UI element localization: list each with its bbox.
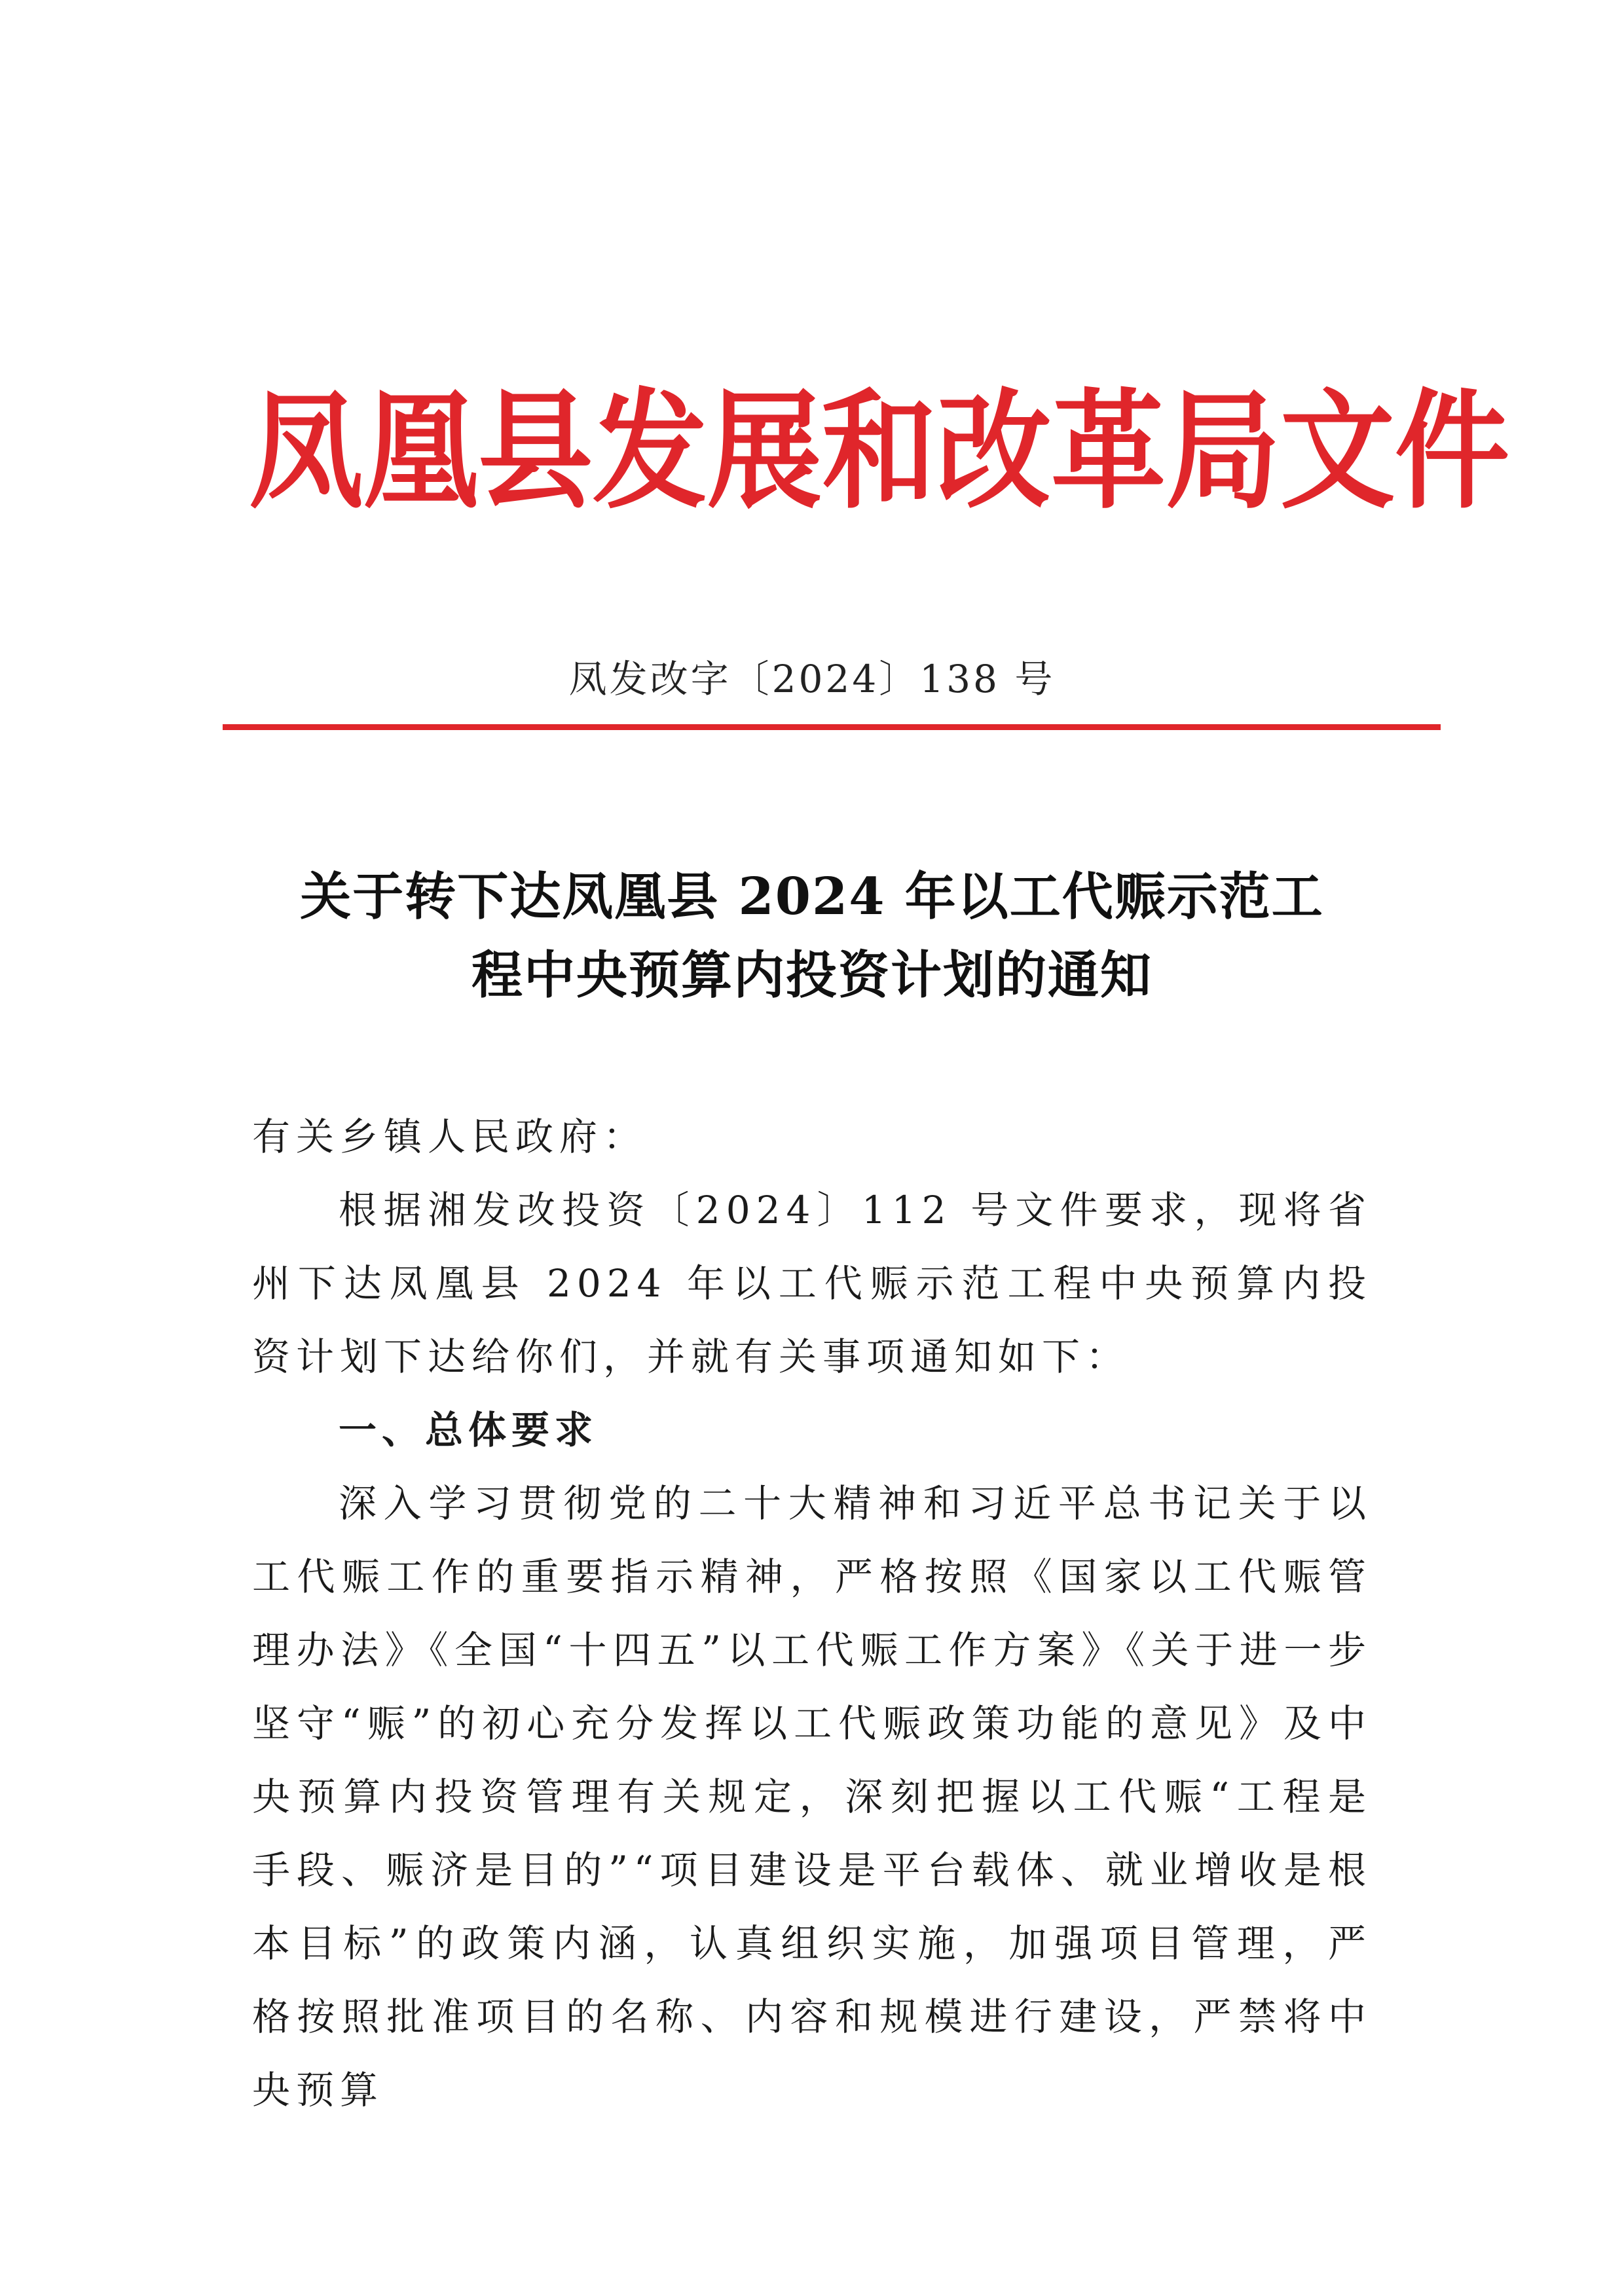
intro-paragraph: 根据湘发改投资〔2024〕112 号文件要求，现将省州下达凤凰县 2024 年以工代赈示范工程中央预算内投资计划下达给你们，并就有关事项通知如下： — [252, 1188, 1372, 1379]
document-number: 凤发改字〔2024〕138 号 — [568, 657, 1056, 701]
header-char: 文 — [1280, 377, 1395, 526]
header-char: 县 — [478, 377, 593, 526]
notice-title-line-2: 程中央预算内投资计划的通知 — [471, 946, 1153, 1005]
section-heading: 一、总体要求 — [339, 1408, 599, 1452]
header-char: 凤 — [249, 377, 363, 526]
header-char: 革 — [1051, 377, 1166, 526]
header-char: 凰 — [363, 377, 478, 526]
section-paragraph: 深入学习贯彻党的二十大精神和习近平总书记关于以工代赈工作的重要指示精神，严格按照《国家以工代赈管理办法》《全国“十四五”以工代赈工作方案》《关于进一步坚守“赈”的初心充分发挥以工代赈政策功能的意见》及中央预算内投资管理有关规定，深刻把握以工代赈“工程是手段、赈济是目的”“项目建设是平台载体、就业增收是根本目标”的政策内涵，认真组织实施，加强项目管理，严格按照批准项目的名称、内容和规模进行建设，严禁将中央预算 — [252, 1481, 1372, 2112]
red-divider-line — [223, 724, 1441, 730]
header-char: 和 — [822, 377, 936, 526]
header-char: 局 — [1166, 377, 1280, 526]
header-char: 展 — [707, 377, 822, 526]
header-char: 件 — [1395, 377, 1509, 526]
document-body — [252, 1100, 1372, 2127]
header-char: 改 — [936, 377, 1051, 526]
issuing-authority-header — [249, 356, 1509, 547]
notice-title — [196, 858, 1428, 1015]
header-char: 发 — [593, 377, 707, 526]
notice-title-line-1: 关于转下达凤凰县 2024 年以工代赈示范工 — [300, 867, 1324, 927]
addressee: 有关乡镇人民政府： — [252, 1114, 648, 1159]
